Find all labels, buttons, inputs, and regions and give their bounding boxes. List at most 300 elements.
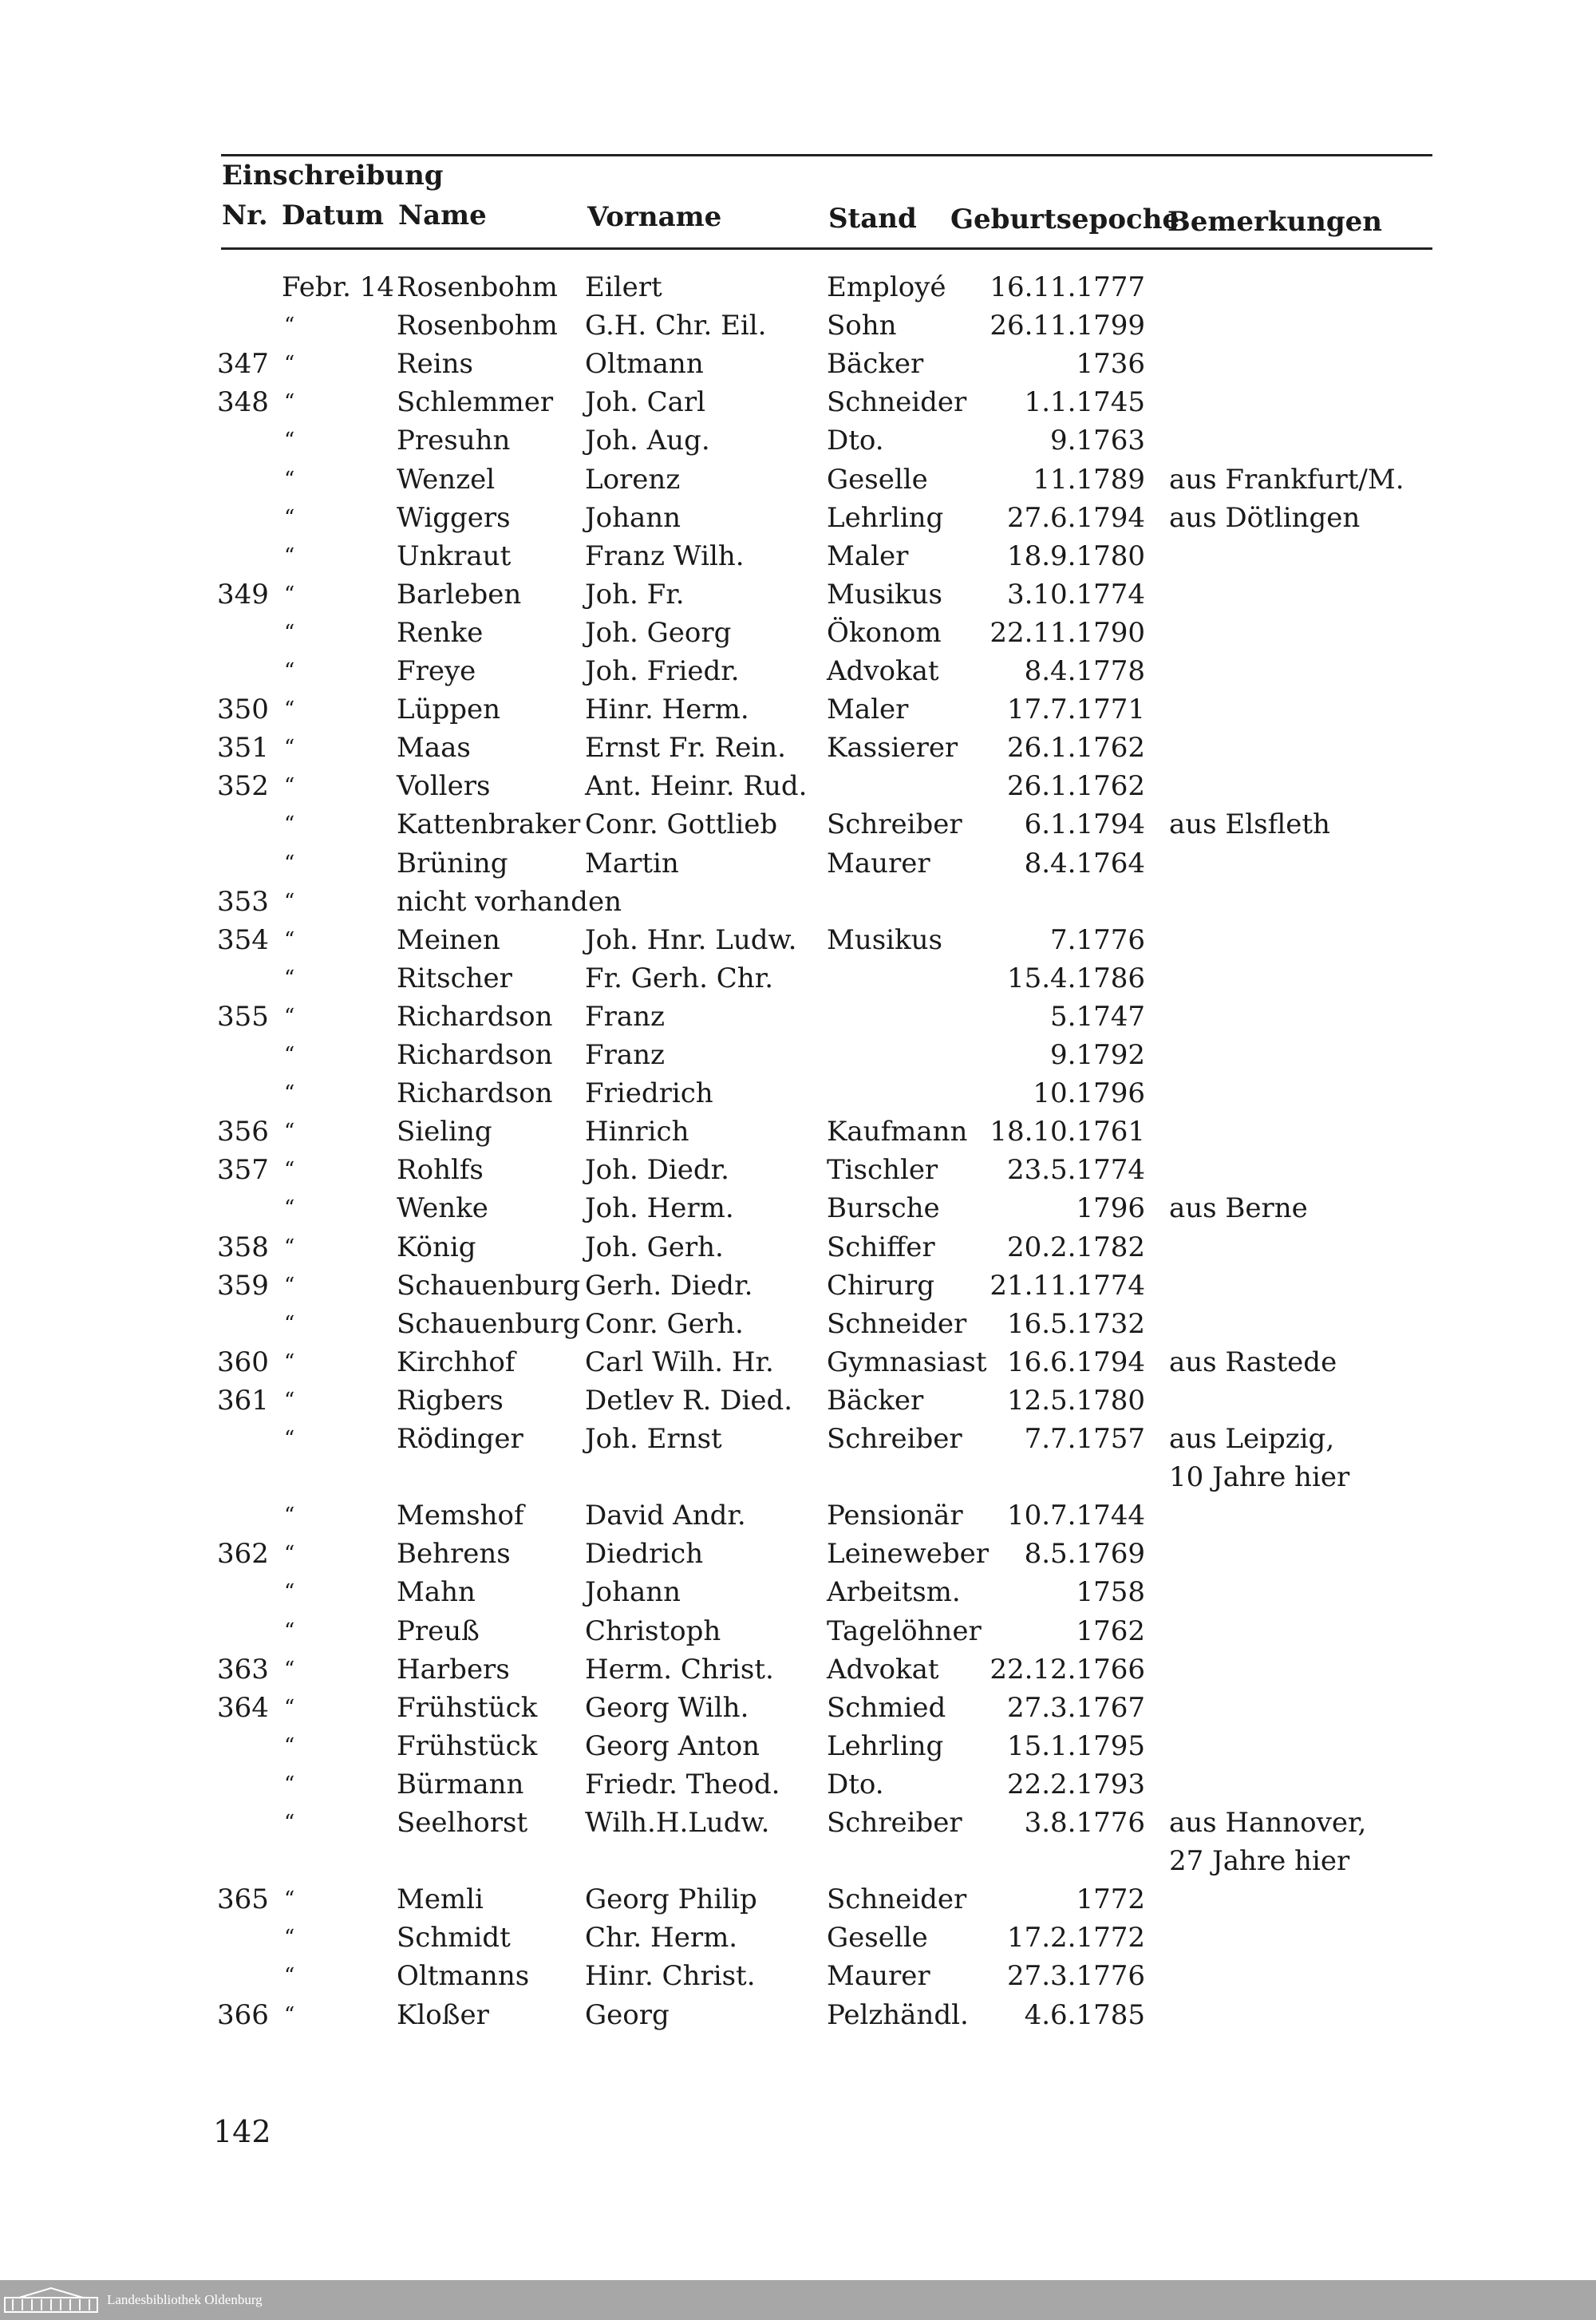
surname: Richardson xyxy=(397,1001,553,1033)
ditto-mark: “ xyxy=(284,506,295,530)
first-name: Friedrich xyxy=(585,1077,713,1109)
birth-date: 8.4.1764 xyxy=(1024,848,1145,879)
occupation: Advokat xyxy=(827,1654,939,1686)
table-row xyxy=(0,998,1596,1036)
surname: Wenzel xyxy=(397,464,496,496)
surname: Seelhorst xyxy=(397,1807,528,1839)
surname: Brüning xyxy=(397,848,508,879)
table-row xyxy=(0,729,1596,767)
birth-date: 9.1763 xyxy=(1050,425,1145,456)
table-row xyxy=(0,652,1596,690)
birth-date: 27.3.1767 xyxy=(1006,1692,1145,1724)
ditto-mark: “ xyxy=(284,1196,295,1220)
ditto-mark: “ xyxy=(284,928,295,952)
table-top-rule xyxy=(221,154,1432,156)
surname: Schmidt xyxy=(397,1922,511,1954)
entry-number: 350 xyxy=(217,694,269,725)
table-row xyxy=(0,1535,1596,1573)
first-name: Joh. Friedr. xyxy=(585,655,740,687)
ditto-mark: “ xyxy=(284,1734,295,1758)
surname: Memshof xyxy=(397,1500,524,1532)
occupation: Bursche xyxy=(827,1192,940,1224)
occupation: Bäcker xyxy=(827,348,924,380)
ditto-mark: “ xyxy=(284,1274,295,1298)
entry-number: 353 xyxy=(217,886,269,918)
ditto-mark: “ xyxy=(284,1120,295,1144)
ditto-mark: “ xyxy=(284,1504,295,1528)
header-nr: Nr. xyxy=(222,200,268,231)
ditto-mark: “ xyxy=(284,621,295,645)
table-row xyxy=(0,1381,1596,1420)
table-row xyxy=(0,805,1596,844)
birth-date: 17.2.1772 xyxy=(1006,1922,1145,1954)
surname: Memli xyxy=(397,1883,484,1915)
entry-number: 347 xyxy=(217,348,269,380)
occupation: Schreiber xyxy=(827,808,962,840)
first-name: Joh. Fr. xyxy=(585,579,685,611)
table-row xyxy=(0,1765,1596,1804)
table-row xyxy=(0,345,1596,383)
header-stand: Stand xyxy=(828,203,917,235)
first-name: G.H. Chr. Eil. xyxy=(585,310,767,342)
entry-number: 351 xyxy=(217,732,269,764)
entry-number: 362 xyxy=(217,1538,269,1570)
surname: Freye xyxy=(397,655,476,687)
first-name: Franz Wilh. xyxy=(585,540,745,572)
occupation: Dto. xyxy=(827,1769,884,1800)
first-name: Joh. Gerh. xyxy=(585,1231,724,1263)
entry-number: 357 xyxy=(217,1154,269,1186)
occupation: Schreiber xyxy=(827,1423,962,1455)
occupation: Dto. xyxy=(827,425,884,456)
ditto-mark: “ xyxy=(284,1081,295,1105)
remark: aus Dötlingen xyxy=(1169,502,1361,534)
entry-number: 360 xyxy=(217,1346,269,1378)
table-row xyxy=(0,1727,1596,1765)
table-row xyxy=(0,767,1596,805)
ditto-mark: “ xyxy=(284,468,295,492)
table-row xyxy=(0,1458,1596,1496)
entry-date: Febr. 14 xyxy=(282,271,395,303)
table-row xyxy=(0,690,1596,729)
first-name: Johann xyxy=(585,1576,681,1608)
birth-date: 6.1.1794 xyxy=(1024,808,1145,840)
table-row xyxy=(0,1496,1596,1535)
birth-date: 7.7.1757 xyxy=(1024,1423,1145,1455)
surname: Rödinger xyxy=(397,1423,523,1455)
ditto-mark: “ xyxy=(284,1235,295,1259)
surname: Kirchhof xyxy=(397,1346,516,1378)
first-name: Carl Wilh. Hr. xyxy=(585,1346,774,1378)
table-row xyxy=(0,383,1596,421)
table-row xyxy=(0,883,1596,921)
ditto-mark: “ xyxy=(284,736,295,760)
surname: Barleben xyxy=(397,579,522,611)
occupation: Leineweber xyxy=(827,1538,989,1570)
birth-date: 7.1776 xyxy=(1050,924,1145,956)
surname: Unkraut xyxy=(397,540,512,572)
first-name: Ant. Heinr. Rud. xyxy=(585,770,808,802)
occupation: Lehrling xyxy=(827,1730,944,1762)
ditto-mark: “ xyxy=(284,1043,295,1067)
library-footer xyxy=(0,2280,1596,2320)
first-name: Chr. Herm. xyxy=(585,1922,738,1954)
table-row xyxy=(0,1036,1596,1074)
ditto-mark: “ xyxy=(284,774,295,798)
birth-date: 20.2.1782 xyxy=(1006,1231,1145,1263)
ditto-mark: “ xyxy=(284,390,295,414)
ditto-mark: “ xyxy=(284,1811,295,1835)
surname: Preuß xyxy=(397,1615,480,1647)
birth-date: 1758 xyxy=(1076,1576,1145,1608)
ditto-mark: “ xyxy=(284,852,295,875)
table-row xyxy=(0,1420,1596,1458)
ditto-mark: “ xyxy=(284,1580,295,1604)
first-name: Ernst Fr. Rein. xyxy=(585,732,786,764)
ditto-mark: “ xyxy=(284,544,295,568)
remark: aus Leipzig, xyxy=(1169,1423,1335,1455)
table-row xyxy=(0,1228,1596,1267)
header-name: Name xyxy=(398,200,487,231)
occupation: Geselle xyxy=(827,1922,928,1954)
surname: Maas xyxy=(397,732,471,764)
occupation: Ökonom xyxy=(827,617,942,649)
surname: Meinen xyxy=(397,924,500,956)
surname: Richardson xyxy=(397,1077,553,1109)
birth-date: 22.12.1766 xyxy=(990,1654,1145,1686)
occupation: Sohn xyxy=(827,310,897,342)
entry-number: 361 xyxy=(217,1385,269,1417)
surname: Wiggers xyxy=(397,502,511,534)
first-name: Hinr. Christ. xyxy=(585,1960,756,1992)
ditto-mark: “ xyxy=(284,429,295,453)
birth-date: 17.7.1771 xyxy=(1006,694,1145,725)
table-row xyxy=(0,1343,1596,1381)
birth-date: 27.6.1794 xyxy=(1006,502,1145,534)
first-name: Oltmann xyxy=(585,348,704,380)
birth-date: 9.1792 xyxy=(1050,1039,1145,1071)
entry-number: 359 xyxy=(217,1270,269,1302)
remark: 10 Jahre hier xyxy=(1169,1461,1350,1493)
ditto-mark: “ xyxy=(284,698,295,721)
ditto-mark: “ xyxy=(284,352,295,376)
surname: Ritscher xyxy=(397,962,512,994)
table-row xyxy=(0,1573,1596,1611)
table-row xyxy=(0,844,1596,883)
birth-date: 1796 xyxy=(1076,1192,1145,1224)
occupation: Maurer xyxy=(827,1960,930,1992)
first-name: Eilert xyxy=(585,271,662,303)
header-vorname: Vorname xyxy=(587,201,722,233)
entry-number: 366 xyxy=(217,1999,269,2031)
birth-date: 16.11.1777 xyxy=(990,271,1145,303)
remark: aus Hannover, xyxy=(1169,1807,1367,1839)
ditto-mark: “ xyxy=(284,890,295,914)
table-row xyxy=(0,499,1596,537)
first-name: Georg Wilh. xyxy=(585,1692,749,1724)
first-name: Christoph xyxy=(585,1615,721,1647)
entry-number: 348 xyxy=(217,386,269,418)
birth-date: 10.7.1744 xyxy=(1006,1500,1145,1532)
occupation: Maurer xyxy=(827,848,930,879)
first-name: Georg Philip xyxy=(585,1883,757,1915)
first-name: Conr. Gerh. xyxy=(585,1308,744,1340)
first-name: Joh. Georg xyxy=(585,617,732,649)
remark: 27 Jahre hier xyxy=(1169,1845,1350,1877)
table-row xyxy=(0,575,1596,614)
occupation: Schmied xyxy=(827,1692,946,1724)
birth-date: 15.4.1786 xyxy=(1006,962,1145,994)
birth-date: 8.4.1778 xyxy=(1024,655,1145,687)
surname: Frühstück xyxy=(397,1730,538,1762)
occupation: Employé xyxy=(827,271,946,303)
table-row xyxy=(0,614,1596,652)
occupation: Bäcker xyxy=(827,1385,924,1417)
ditto-mark: “ xyxy=(284,1926,295,1950)
birth-date: 15.1.1795 xyxy=(1006,1730,1145,1762)
birth-date: 16.6.1794 xyxy=(1006,1346,1145,1378)
ditto-mark: “ xyxy=(284,1887,295,1911)
page-number: 142 xyxy=(213,2114,271,2149)
entry-number: 365 xyxy=(217,1883,269,1915)
header-datum: Datum xyxy=(282,200,384,231)
entry-number: 363 xyxy=(217,1654,269,1686)
birth-date: 21.11.1774 xyxy=(990,1270,1145,1302)
table-row xyxy=(0,1267,1596,1305)
entry-number: 352 xyxy=(217,770,269,802)
occupation: Pelzhändl. xyxy=(827,1999,969,2031)
first-name: Lorenz xyxy=(585,464,681,496)
header-geburtsepoche: Geburtsepoche xyxy=(950,204,1180,235)
table-row xyxy=(0,1650,1596,1689)
first-name: Friedr. Theod. xyxy=(585,1769,780,1800)
remark: aus Rastede xyxy=(1169,1346,1337,1378)
table-row xyxy=(0,1919,1596,1957)
surname: Frühstück xyxy=(397,1692,538,1724)
table-row xyxy=(0,537,1596,575)
first-name: Joh. Herm. xyxy=(585,1192,734,1224)
surname: Rosenbohm xyxy=(397,310,558,342)
header-einschreibung: Einschreibung xyxy=(222,160,444,192)
surname: Richardson xyxy=(397,1039,553,1071)
first-name: Gerh. Diedr. xyxy=(585,1270,753,1302)
surname: Presuhn xyxy=(397,425,511,456)
ditto-mark: “ xyxy=(284,1427,295,1451)
first-name: Conr. Gottlieb xyxy=(585,808,778,840)
surname: Harbers xyxy=(397,1654,510,1686)
occupation: Schneider xyxy=(827,1883,967,1915)
occupation: Schneider xyxy=(827,1308,967,1340)
birth-date: 11.1789 xyxy=(1033,464,1145,496)
header-bottom-rule xyxy=(221,247,1432,250)
birth-date: 10.1796 xyxy=(1033,1077,1145,1109)
birth-date: 1772 xyxy=(1076,1883,1145,1915)
surname: Wenke xyxy=(397,1192,488,1224)
library-name: Landesbibliothek Oldenburg xyxy=(107,2292,263,2307)
table-row xyxy=(0,1113,1596,1151)
occupation: Schneider xyxy=(827,386,967,418)
library-building-icon xyxy=(3,2286,99,2314)
table-row xyxy=(0,1151,1596,1189)
occupation: Lehrling xyxy=(827,502,944,534)
first-name: Franz xyxy=(585,1039,665,1071)
surname: Reins xyxy=(397,348,473,380)
table-row xyxy=(0,1957,1596,1995)
ditto-mark: “ xyxy=(284,812,295,836)
birth-date: 23.5.1774 xyxy=(1006,1154,1145,1186)
table-row xyxy=(0,421,1596,460)
ditto-mark: “ xyxy=(284,1773,295,1796)
ditto-mark: “ xyxy=(284,1696,295,1720)
birth-date: 1762 xyxy=(1076,1615,1145,1647)
first-name: Wilh.H.Ludw. xyxy=(585,1807,770,1839)
occupation: Musikus xyxy=(827,924,942,956)
ditto-mark: “ xyxy=(284,1964,295,1988)
ditto-mark: “ xyxy=(284,1619,295,1643)
ditto-mark: “ xyxy=(284,314,295,338)
surname: Schauenburg xyxy=(397,1270,581,1302)
surname: Schlemmer xyxy=(397,386,554,418)
surname: Behrens xyxy=(397,1538,511,1570)
table-row xyxy=(0,1612,1596,1650)
birth-date: 26.11.1799 xyxy=(990,310,1145,342)
occupation: Gymnasiast xyxy=(827,1346,987,1378)
first-name: Joh. Hnr. Ludw. xyxy=(585,924,797,956)
table-row xyxy=(0,1074,1596,1113)
table-row xyxy=(0,460,1596,499)
surname: Renke xyxy=(397,617,484,649)
first-name: Martin xyxy=(585,848,679,879)
entry-number: 349 xyxy=(217,579,269,611)
surname: Rigbers xyxy=(397,1385,504,1417)
surname: Sieling xyxy=(397,1116,492,1148)
table-row xyxy=(0,306,1596,345)
surname: Vollers xyxy=(397,770,491,802)
birth-date: 16.5.1732 xyxy=(1006,1308,1145,1340)
first-name: Detlev R. Died. xyxy=(585,1385,793,1417)
table-row xyxy=(0,1189,1596,1227)
surname: Mahn xyxy=(397,1576,476,1608)
birth-date: 18.10.1761 xyxy=(990,1116,1145,1148)
birth-date: 5.1747 xyxy=(1050,1001,1145,1033)
ditto-mark: “ xyxy=(284,1542,295,1566)
ditto-mark: “ xyxy=(284,1658,295,1682)
birth-date: 26.1.1762 xyxy=(1006,770,1145,802)
first-name: Hinrich xyxy=(585,1116,689,1148)
occupation: Maler xyxy=(827,694,909,725)
birth-date: 22.11.1790 xyxy=(990,617,1145,649)
entry-number: 354 xyxy=(217,924,269,956)
table-row xyxy=(0,921,1596,959)
surname: Oltmanns xyxy=(397,1960,530,1992)
first-name: Johann xyxy=(585,502,681,534)
birth-date: 22.2.1793 xyxy=(1006,1769,1145,1800)
occupation: Pensionär xyxy=(827,1500,963,1532)
birth-date: 4.6.1785 xyxy=(1024,1999,1145,2031)
first-name: Georg Anton xyxy=(585,1730,760,1762)
occupation: Maler xyxy=(827,540,909,572)
occupation: Geselle xyxy=(827,464,928,496)
occupation: Tischler xyxy=(827,1154,938,1186)
first-name: Diedrich xyxy=(585,1538,704,1570)
birth-date: 18.9.1780 xyxy=(1006,540,1145,572)
birth-date: 27.3.1776 xyxy=(1006,1960,1145,1992)
first-name: Herm. Christ. xyxy=(585,1654,774,1686)
ditto-mark: “ xyxy=(284,659,295,683)
birth-date: 1736 xyxy=(1076,348,1145,380)
surname: Rohlfs xyxy=(397,1154,484,1186)
birth-date: 8.5.1769 xyxy=(1024,1538,1145,1570)
first-name: David Andr. xyxy=(585,1500,746,1532)
table-row xyxy=(0,1996,1596,2034)
table-row xyxy=(0,1804,1596,1842)
table-row xyxy=(0,1880,1596,1919)
birth-date: 12.5.1780 xyxy=(1006,1385,1145,1417)
occupation: Musikus xyxy=(827,579,942,611)
first-name: Joh. Carl xyxy=(585,386,706,418)
surname: Kloßer xyxy=(397,1999,489,2031)
table-row xyxy=(0,1842,1596,1880)
occupation: Chirurg xyxy=(827,1270,934,1302)
table-row xyxy=(0,1689,1596,1727)
ditto-mark: “ xyxy=(284,1389,295,1413)
surname: nicht vorhanden xyxy=(397,886,622,918)
entry-number: 364 xyxy=(217,1692,269,1724)
occupation: Advokat xyxy=(827,655,939,687)
occupation: Kaufmann xyxy=(827,1116,968,1148)
birth-date: 3.8.1776 xyxy=(1024,1807,1145,1839)
occupation: Kassierer xyxy=(827,732,958,764)
first-name: Franz xyxy=(585,1001,665,1033)
first-name: Hinr. Herm. xyxy=(585,694,749,725)
ditto-mark: “ xyxy=(284,583,295,607)
occupation: Schreiber xyxy=(827,1807,962,1839)
first-name: Joh. Diedr. xyxy=(585,1154,729,1186)
birth-date: 26.1.1762 xyxy=(1006,732,1145,764)
surname: Schauenburg xyxy=(397,1308,581,1340)
ditto-mark: “ xyxy=(284,2003,295,2027)
first-name: Georg xyxy=(585,1999,670,2031)
remark: aus Elsfleth xyxy=(1169,808,1330,840)
surname: König xyxy=(397,1231,476,1263)
remark: aus Berne xyxy=(1169,1192,1308,1224)
entry-number: 355 xyxy=(217,1001,269,1033)
surname: Kattenbraker xyxy=(397,808,581,840)
ditto-mark: “ xyxy=(284,1350,295,1374)
table-row xyxy=(0,1305,1596,1343)
occupation: Tagelöhner xyxy=(827,1615,982,1647)
remark: aus Frankfurt/M. xyxy=(1169,464,1404,496)
birth-date: 1.1.1745 xyxy=(1024,386,1145,418)
header-bemerkungen: Bemerkungen xyxy=(1167,206,1383,238)
ditto-mark: “ xyxy=(284,1312,295,1336)
first-name: Fr. Gerh. Chr. xyxy=(585,962,774,994)
first-name: Joh. Aug. xyxy=(585,425,710,456)
table-row xyxy=(0,268,1596,306)
entry-number: 358 xyxy=(217,1231,269,1263)
surname: Bürmann xyxy=(397,1769,524,1800)
table-row xyxy=(0,959,1596,998)
occupation: Schiffer xyxy=(827,1231,935,1263)
entry-number: 356 xyxy=(217,1116,269,1148)
surname: Lüppen xyxy=(397,694,501,725)
occupation: Arbeitsm. xyxy=(827,1576,961,1608)
ditto-mark: “ xyxy=(284,1005,295,1029)
birth-date: 3.10.1774 xyxy=(1006,579,1145,611)
ditto-mark: “ xyxy=(284,1158,295,1182)
surname: Rosenbohm xyxy=(397,271,558,303)
first-name: Joh. Ernst xyxy=(585,1423,722,1455)
